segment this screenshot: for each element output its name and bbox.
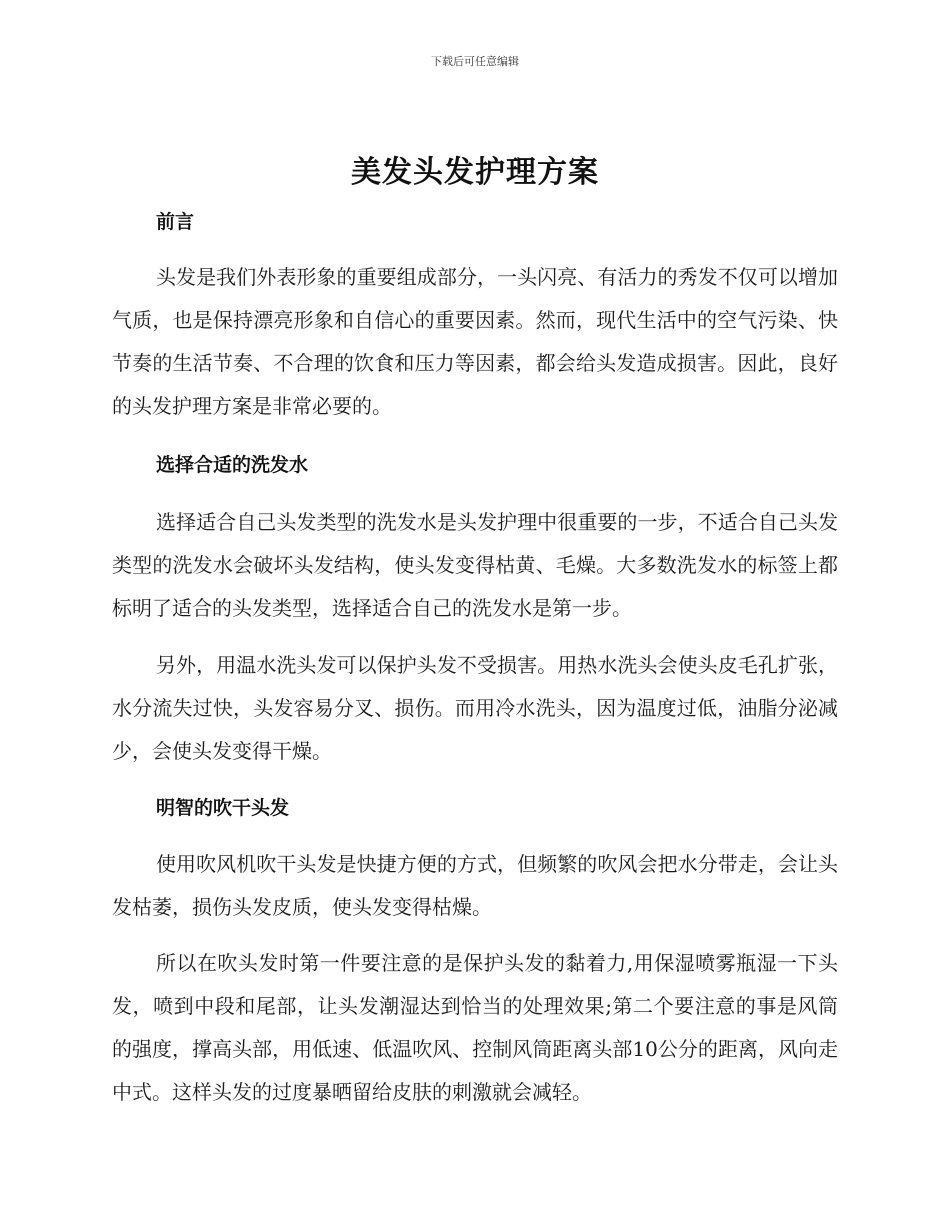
document-body <box>112 150 838 1114</box>
paragraph-intro: 头发是我们外表形象的重要组成部分，一头闪亮、有活力的秀发不仅可以增加气质，也是保持漂亮形象和自信心的重要因素。然而，现代生活中的空气污染、快节奏的生活节奏、不合理的饮食和压力等因素，都会给头发造成损害。因此，良好的头发护理方案是非常必要的。 <box>112 265 838 418</box>
section-heading-shampoo: 选择合适的洗发水 <box>156 454 309 476</box>
paragraph-water-temperature: 另外，用温水洗头发可以保护头发不受损害。用热水洗头会使头皮毛孔扩张，水分流失过快，头发容易分叉、损伤。而用冷水洗头，因为温度过低，油脂分泌减少，会使头发变得干燥。 <box>112 653 838 763</box>
paragraph-blow-dry-risk: 使用吹风机吹干头发是快捷方便的方式，但频繁的吹风会把水分带走，会让头发枯萎，损伤头发皮质，使头发变得枯燥。 <box>112 852 838 919</box>
document-title: 美发头发护理方案 <box>351 155 599 190</box>
paragraph-blow-dry-tips: 所以在吹头发时第一件要注意的是保护头发的黏着力,用保湿喷雾瓶湿一下头发，喷到中段和尾部，让头发潮湿达到恰当的处理效果;第二个要注意的事是风筒的强度，撑高头部，用低速、低温吹风、控制风筒距离头部10公分的距离，风向走中式。这样头发的过度暴晒留给皮肤的刺激就会减轻。 <box>112 951 838 1104</box>
section-heading-blow-dry: 明智的吹干头发 <box>156 797 290 819</box>
page-header-note: 下载后可任意编辑 <box>431 55 519 68</box>
paragraph-shampoo-choice: 选择适合自己头发类型的洗发水是头发护理中很重要的一步，不适合自己头发类型的洗发水会破坏头发结构，使头发变得枯黄、毛燥。大多数洗发水的标签上都标明了适合的头发类型，选择适合自己的洗发水是第一步。 <box>112 510 838 620</box>
section-heading-intro: 前言 <box>156 211 195 233</box>
